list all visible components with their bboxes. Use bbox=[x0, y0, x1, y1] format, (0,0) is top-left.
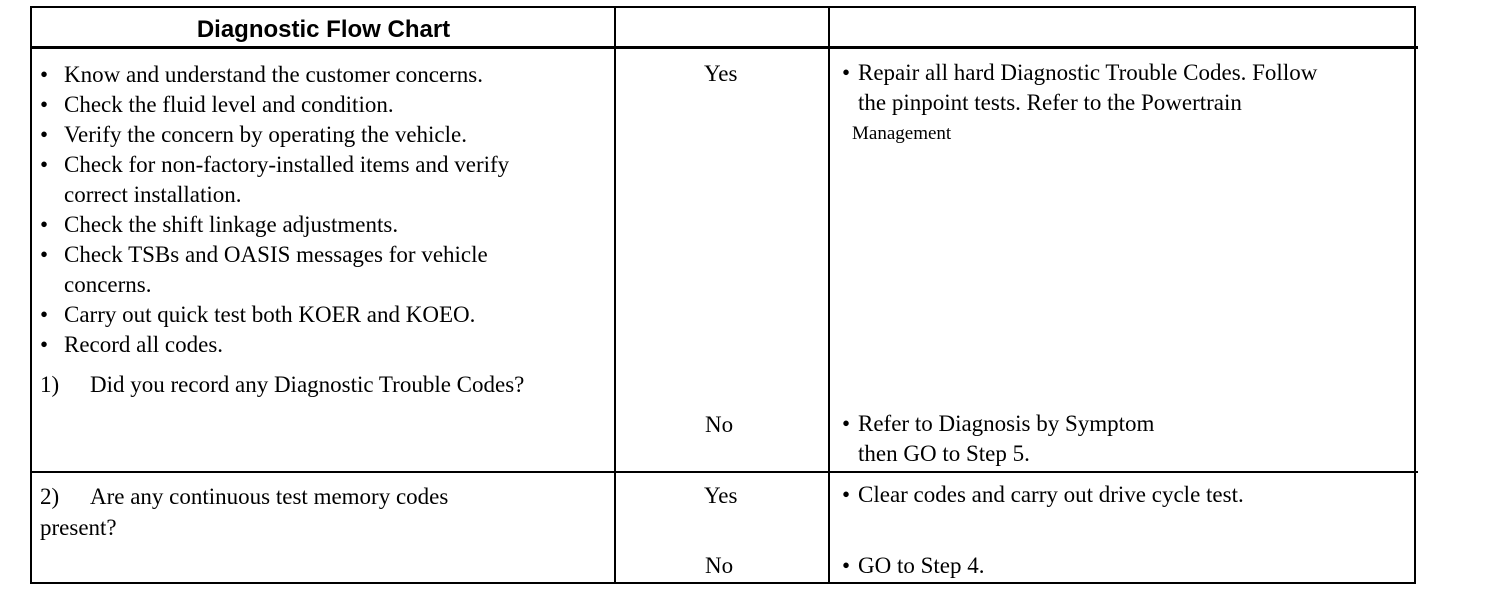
step1-number: 1) bbox=[40, 372, 60, 397]
list-item: • Carry out quick test both KOER and KOEO. bbox=[40, 300, 509, 330]
step1-yes-action-line3: Management bbox=[852, 123, 952, 144]
step2-no-label: No bbox=[705, 553, 734, 578]
list-item: • Check for non-factory-installed items and verify correct installation. bbox=[40, 150, 509, 210]
list-item: • Verify the concern by operating the vehicle. bbox=[40, 120, 509, 150]
step1-yes-label: Yes bbox=[704, 61, 738, 86]
step2-yes-bullet: • bbox=[842, 482, 851, 507]
step2-number: 2) bbox=[40, 484, 60, 509]
list-item: • Check the shift linkage adjustments. bbox=[40, 210, 509, 240]
step1-no-bullet: • bbox=[842, 411, 851, 436]
step1-no-action-line2: then GO to Step 5. bbox=[858, 441, 1030, 466]
step1-no-action-line1: Refer to Diagnosis by Symptom bbox=[858, 411, 1155, 436]
list-item: • Check TSBs and OASIS messages for vehicle concerns. bbox=[40, 240, 509, 300]
column-divider-1 bbox=[614, 6, 616, 584]
step2-yes-action: Clear codes and carry out drive cycle test. bbox=[858, 482, 1244, 507]
column-divider-2 bbox=[828, 6, 830, 584]
checklist bbox=[40, 60, 509, 360]
step2-question-line1: Are any continuous test memory codes bbox=[90, 484, 449, 509]
list-item: • Check the fluid level and condition. bbox=[40, 90, 509, 120]
step2-no-action: GO to Step 4. bbox=[858, 553, 985, 578]
step1-yes-action-line2: the pinpoint tests. Refer to the Powertrain bbox=[858, 90, 1242, 115]
step2-question-line2: present? bbox=[40, 515, 117, 540]
table-title: Diagnostic Flow Chart bbox=[196, 16, 451, 43]
step2-no-bullet: • bbox=[842, 553, 851, 578]
step1-question: Did you record any Diagnostic Trouble Codes? bbox=[90, 372, 525, 397]
list-item: • Record all codes. bbox=[40, 330, 509, 360]
step1-no-label: No bbox=[705, 412, 734, 437]
list-item: • Know and understand the customer concerns. bbox=[40, 60, 509, 90]
row-divider bbox=[30, 471, 1418, 473]
step1-yes-action-line1: Repair all hard Diagnostic Trouble Codes. Follow bbox=[858, 60, 1318, 85]
step1-yes-bullet: • bbox=[842, 60, 851, 85]
step2-yes-label: Yes bbox=[704, 483, 738, 508]
